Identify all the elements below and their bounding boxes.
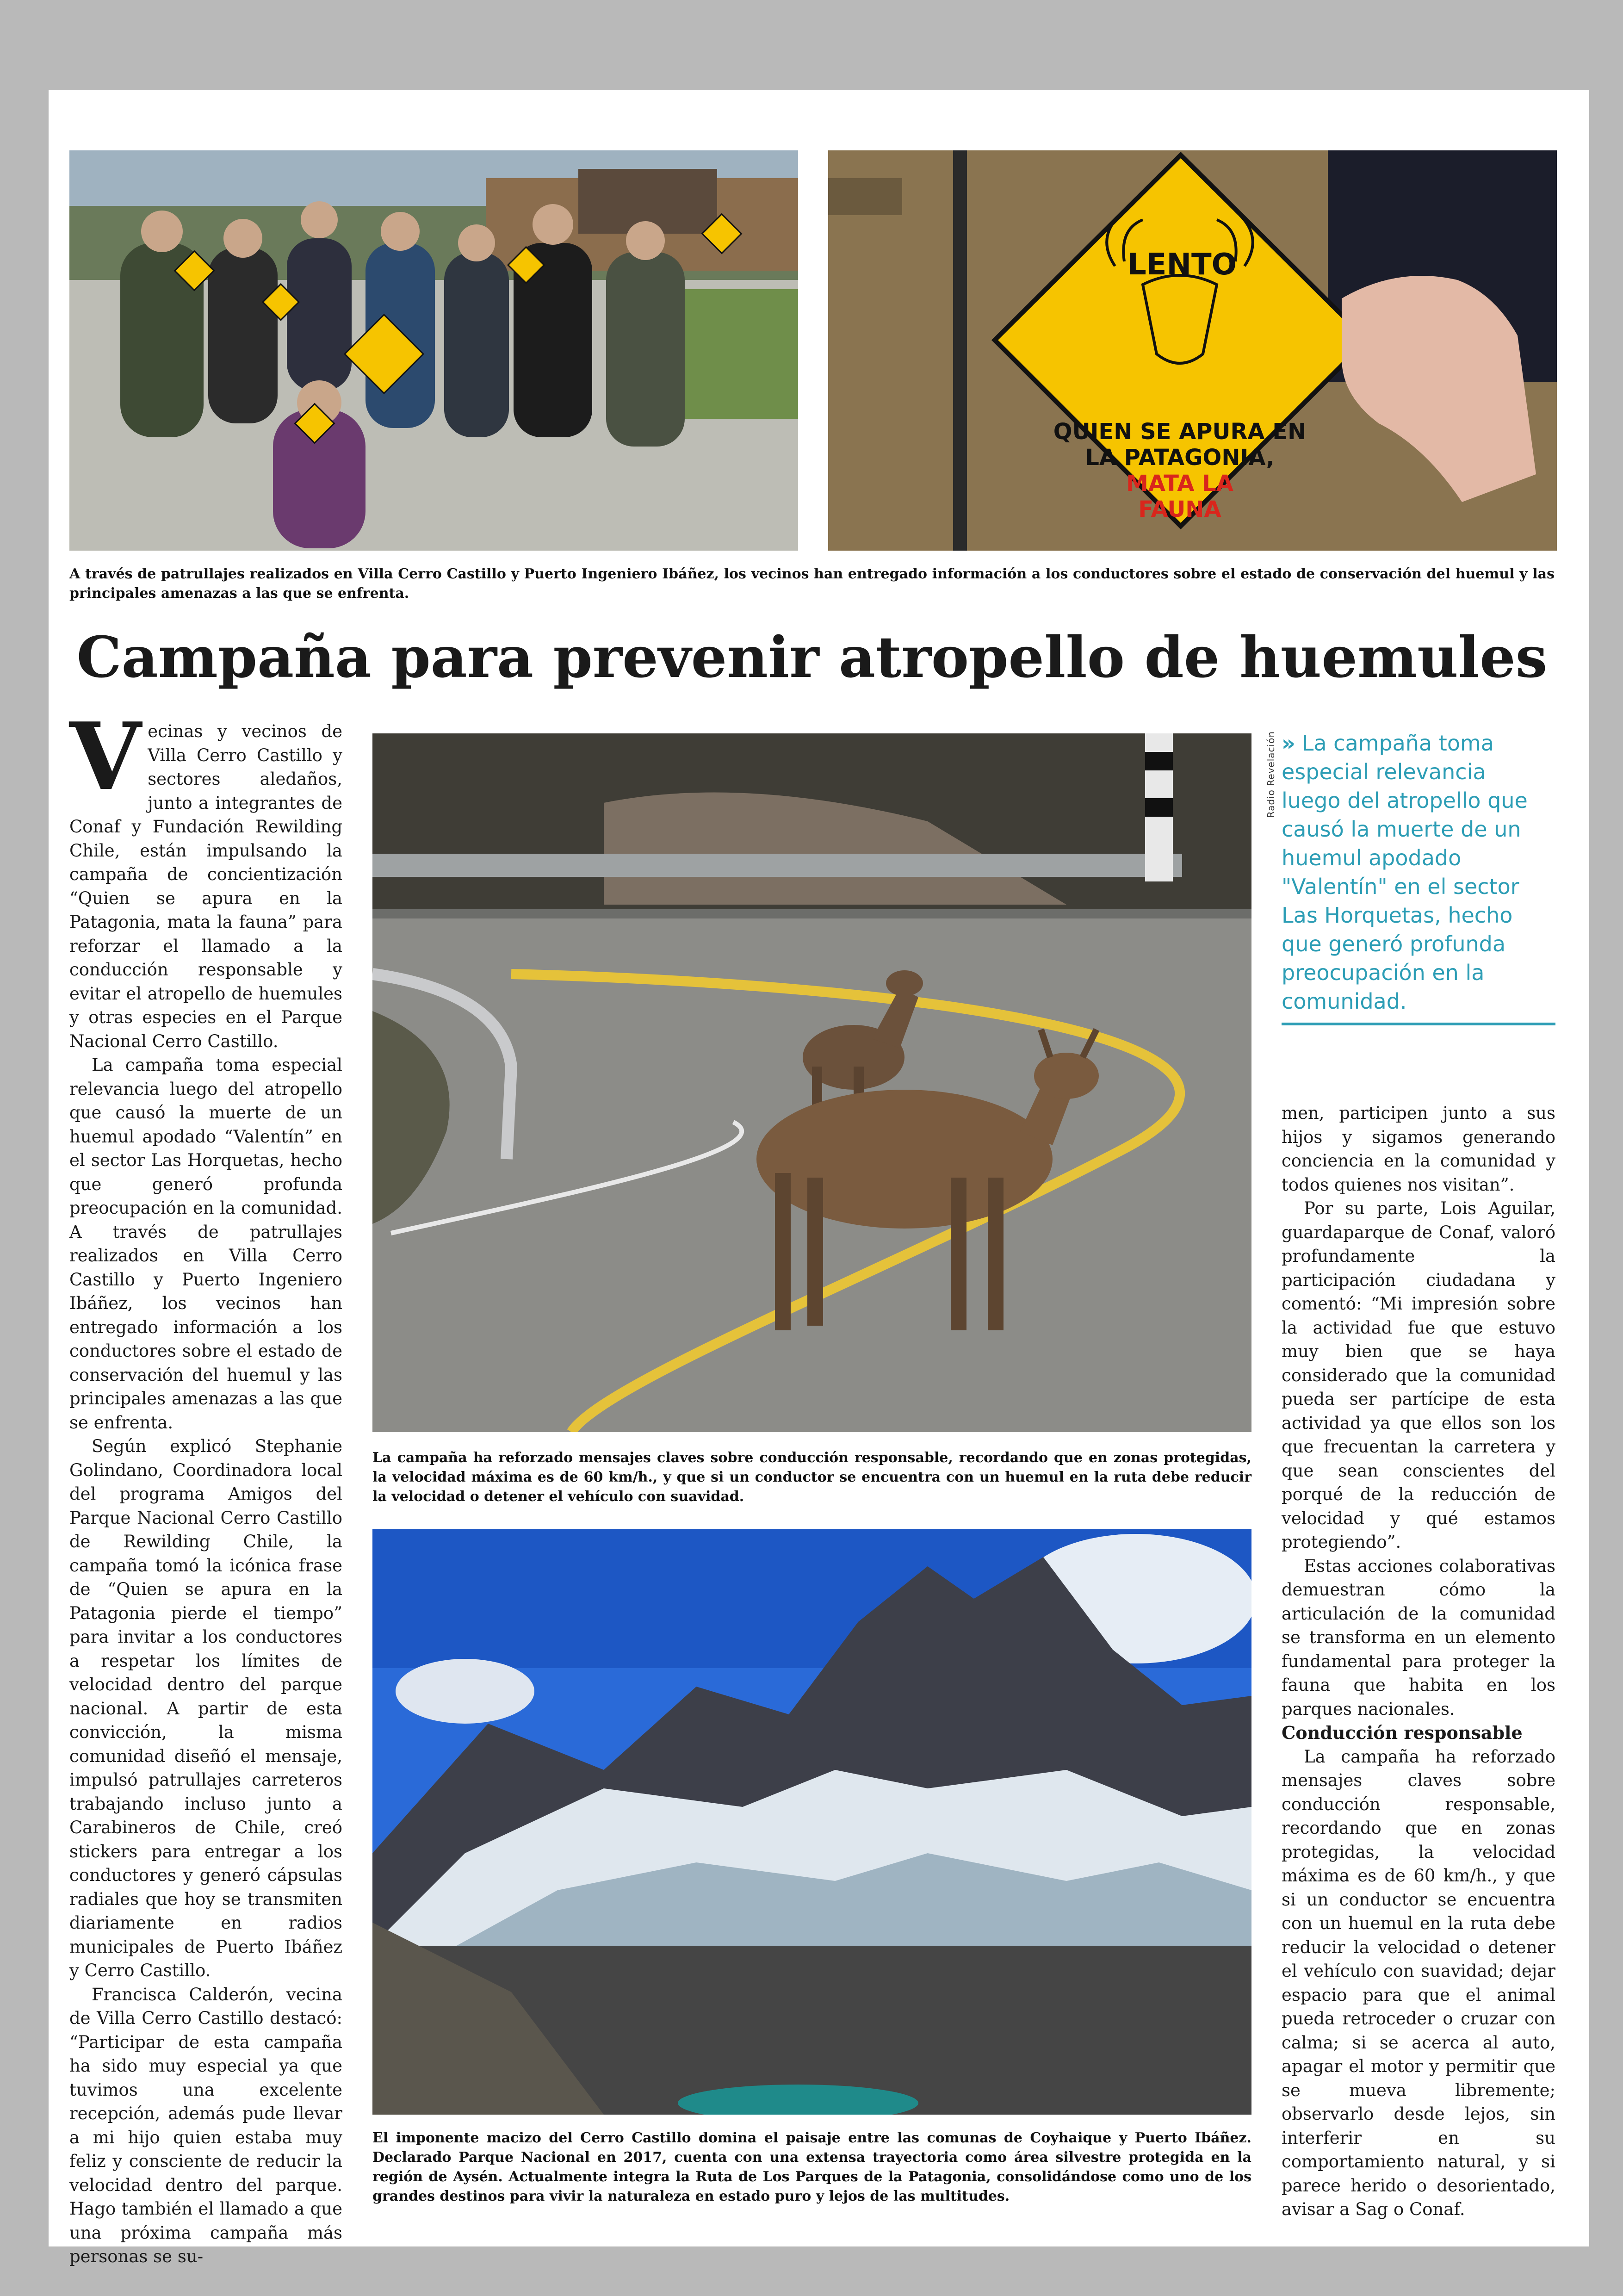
sticker-closeup-photo [828,150,1557,551]
article-paragraph-1: Vecinas y vecinos de Villa Cerro Castillo y sectores aledaños, junto a integrantes de Conaf y Fundación Rewilding Chile, están impulsando la campaña de concientización “Quien se apura en la Patagonia, mata la fauna” para reforzar el llamado a la conducción responsable y evitar el atropello de huemules y otras especies en el Parque Nacional Cerro Castillo. [69,702,342,1051]
huemul-road-photo [372,733,1251,1432]
pull-quote-text: La campaña toma especial relevancia luego del atropello que causó la muerte de un huemul apodado "Valentín" en el sector Las Horquetas, hecho que generó profunda preocupación en la comunidad. [1282,731,1528,1014]
dropcap: V [69,702,142,811]
article-paragraph-5: men, participen junto a sus hijos y sigamos generando conciencia en la comunidad y todos quienes nos visitan”. [1282,1103,1555,1195]
pull-quote-rule [1282,1023,1555,1025]
article-paragraph-8: La campaña ha reforzado mensajes claves sobre conducción responsable, recordando que en zonas protegidas, la velocidad máxima es de 60 km/h., y que si un conductor se encuentra con un huemul en la ruta debe reducir la velocidad o detener el vehículo con suavidad; dejar espacio para que el animal pueda retroceder o cruzar con calma; si se acerca al auto, apagar el motor y permitir que se mueva libremente; observarlo desde lejos, sin interferir en su comportamiento natural, y si parece herido o desorientado, avisar a Sag o Conaf. [1282,1746,1555,2219]
article-paragraph-4: Francisca Calderón, vecina de Villa Cerro Castillo destacó: “Participar de esta campaña ha sido muy especial ya que tuvimos una excelente recepción, además pude llevar a mi hijo quien estaba muy feliz y consciente de reducir la velocidad dentro del parque. Hago también el llamado a que una próxima campaña más personas se su- [69,1984,342,2266]
cerro-castillo-photo [372,1529,1251,2115]
article-paragraph-7: Estas acciones colaborativas demuestran cómo la articulación de la comunidad se transforma en un elemento fundamental para proteger la fauna que habita en los parques nacionales. [1282,1556,1555,1719]
article-column-1 [69,702,342,2269]
sticker-lento-text: LENTO [1127,248,1237,282]
headline: Campaña para prevenir atropello de huemules [76,624,1548,690]
article-paragraph-3: Según explicó Stephanie Golindano, Coordinadora local del programa Amigos del Parque Nacional Cerro Castillo de Rewilding Chile, la campaña tomó la icónica frase de “Quien se apura en la Patagonia pierde el tiempo” para invitar a los conductores a respetar los límites de velocidad dentro del parque nacional. A partir de esta convicción, la misma comunidad diseñó el mensaje, impulsó patrullajes carreteros trabajando incluso junto a Carabineros de Chile, creó stickers para entregar a los conductores y generó cápsulas radiales que hoy se transmiten diariamente en radios municipales de Puerto Ibáñez y Cerro Castillo. [69,1436,342,1980]
cerro-castillo-caption: El imponente macizo del Cerro Castillo domina el paisaje entre las comunas de Coyhaique y Puerto Ibáñez. Declarado Parque Nacional en 2017, cuenta con una extensa trayectoria como área silvestre protegida en la región de Aysén. Actualmente integra la Ruta de Los Parques de la Patagonia, consolidándose como uno de los grandes destinos para vivir la naturaleza en estado puro y lejos de las multitudes. [372,2130,1251,2204]
sticker-line-3: MATA LA [1126,471,1233,496]
top-photo-caption: A través de patrullajes realizados en Villa Cerro Castillo y Puerto Ingeniero Ibáñez, los vecinos han entregado información a los conductores sobre el estado de conservación del huemul y las principales amenazas a las que se enfrenta. [69,566,1555,602]
group-photo [69,150,798,551]
sticker-line-1: QUIEN SE APURA EN [1053,419,1307,445]
huemul-photo-caption: La campaña ha reforzado mensajes claves sobre conducción responsable, recordando que en zonas protegidas, la velocidad máxima es de 60 km/h., y que si un conductor se encuentra con un huemul en la ruta debe reducir la velocidad o detener el vehículo con suavidad. [372,1450,1251,1505]
article-paragraph-6: Por su parte, Lois Aguilar, guardaparque de Conaf, valoró profundamente la participación ciudadana y comentó: “Mi impresión sobre la actividad fue que estuvo muy bien que se haya considerado que la comunidad pueda ser partícipe de esta actividad ya que ellos son los que frecuentan la carretera y que sean conscientes del porqué de la reducción de velocidad y qué estamos protegiendo”. [1282,1198,1555,1552]
photo-credit: Radio Revelación [1265,731,1276,818]
sticker-line-4: FAUNA [1138,496,1221,522]
article-subhead: Conducción responsable [1282,1722,1523,1743]
sticker-line-2: LA PATAGONIA, [1085,445,1275,471]
article-paragraph-2: La campaña toma especial relevancia luego del atropello que causó la muerte de un huemul apodado “Valentín” en el sector Las Horquetas, hecho que generó profunda preocupación en la comunidad. A través de patrullajes realizados en Villa Cerro Castillo y Puerto Ingeniero Ibáñez, los vecinos han entregado información a los conductores sobre el estado de conservación del huemul y las principales amenazas a las que se enfrenta. [69,1055,342,1433]
pull-quote [1282,729,1550,1016]
article-column-3 [1282,1101,1555,2222]
chevron-right-icon: » [1282,731,1295,756]
